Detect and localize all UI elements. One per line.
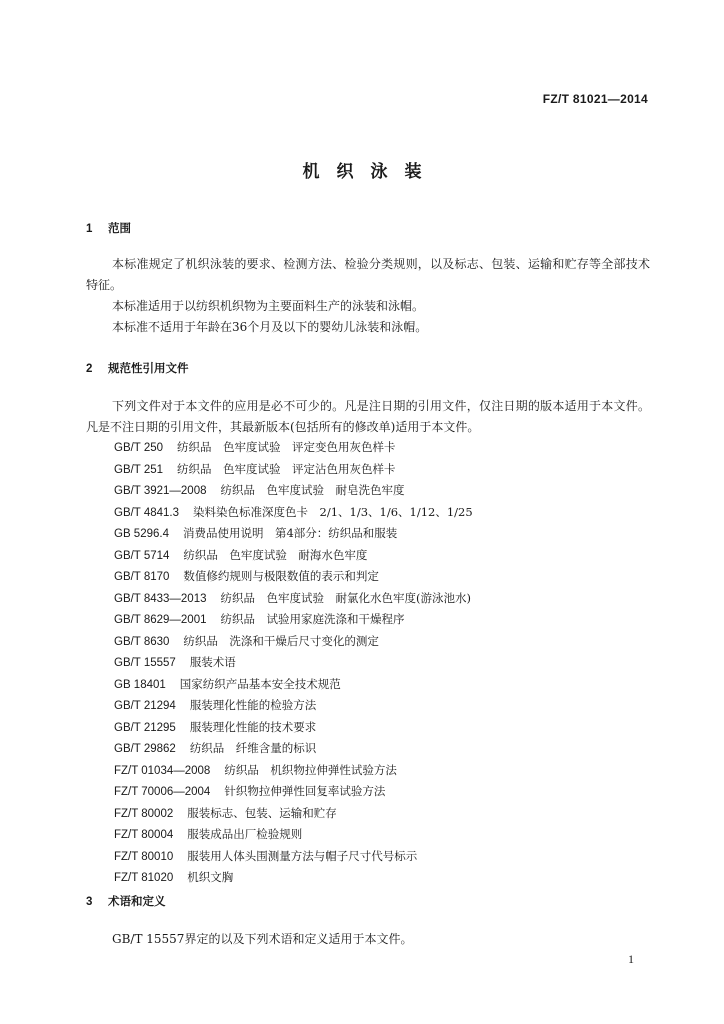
reference-item — [114, 760, 473, 782]
reference-title: 纺织品 色牢度试验 评定变色用灰色样卡 — [177, 440, 396, 454]
section-2-heading — [86, 360, 189, 376]
section-number: 2 — [86, 363, 93, 375]
section-title: 范围 — [108, 221, 131, 235]
section-title: 术语和定义 — [108, 894, 166, 908]
section-3-heading — [86, 893, 166, 909]
reference-title: 纺织品 色牢度试验 耐海水色牢度 — [183, 547, 368, 562]
section-1-paragraph-2: 本标准适用于以纺织机织物为主要面料生产的泳装和泳帽。 — [112, 299, 425, 313]
reference-title: 纺织品 色牢度试验 评定沾色用灰色样卡 — [177, 461, 396, 476]
reference-title: 纺织品 色牢度试验 耐氯化水色牢度(游泳池水) — [220, 590, 471, 605]
reference-code: GB/T 5714 — [114, 549, 170, 562]
reference-item — [114, 631, 473, 653]
reference-item — [114, 846, 473, 868]
section-number: 1 — [86, 223, 93, 235]
reference-code: FZ/T 01034—2008 — [114, 764, 211, 777]
reference-code: GB/T 251 — [114, 463, 164, 476]
reference-code: GB/T 3921—2008 — [114, 485, 207, 497]
reference-title: 消费品使用说明 第4部分：纺织品和服装 — [182, 526, 398, 540]
normative-references-list — [114, 437, 473, 889]
reference-title: 服装理化性能的检验方法 — [189, 698, 317, 712]
reference-code: GB/T 29862 — [114, 743, 176, 755]
reference-code: GB 18401 — [114, 678, 166, 691]
reference-item — [114, 652, 473, 674]
reference-item — [114, 867, 473, 889]
reference-code: FZ/T 80004 — [114, 829, 174, 841]
reference-item — [114, 824, 473, 846]
reference-item — [114, 781, 473, 803]
reference-title: 纺织品 色牢度试验 耐皂洗色牢度 — [220, 483, 405, 497]
reference-item — [114, 695, 473, 717]
reference-item — [114, 566, 473, 588]
section-title: 规范性引用文件 — [108, 361, 189, 375]
reference-title: 纺织品 机织物拉伸弹性试验方法 — [224, 762, 397, 777]
reference-title: 服装术语 — [189, 655, 236, 669]
reference-code: GB/T 4841.3 — [114, 506, 179, 519]
reference-item — [114, 545, 473, 567]
reference-item — [114, 437, 473, 459]
reference-title: 染料染色标准深度色卡 2/1、1/3、1/6、1/12、1/25 — [193, 504, 473, 519]
reference-item — [114, 803, 473, 825]
reference-title: 服装理化性能的技术要求 — [189, 719, 317, 734]
reference-title: 服装标志、包装、运输和贮存 — [187, 805, 337, 820]
reference-code: GB/T 15557 — [114, 657, 176, 669]
section-number: 3 — [86, 896, 93, 908]
section-1-paragraph-3: 本标准不适用于年龄在36个月及以下的婴幼儿泳装和泳帽。 — [112, 320, 428, 334]
reference-code: FZ/T 80010 — [114, 850, 174, 863]
reference-code: GB/T 8170 — [114, 571, 170, 583]
reference-item — [114, 717, 473, 739]
reference-code: GB/T 250 — [114, 442, 164, 454]
reference-code: GB/T 8629—2001 — [114, 614, 207, 626]
reference-item — [114, 738, 473, 760]
reference-item — [114, 674, 473, 696]
reference-item — [114, 459, 473, 481]
reference-title: 机织文胸 — [187, 870, 234, 884]
reference-code: GB/T 8630 — [114, 635, 170, 648]
reference-item — [114, 609, 473, 631]
reference-code: GB/T 8433—2013 — [114, 592, 207, 605]
section-1-paragraph-1: 本标准规定了机织泳装的要求、检测方法、检验分类规则，以及标志、包装、运输和贮存等全部技术特征。 — [86, 257, 650, 292]
reference-title: 国家纺织产品基本安全技术规范 — [179, 676, 341, 691]
reference-title: 服装成品出厂检验规则 — [187, 827, 303, 841]
reference-code: FZ/T 81020 — [114, 872, 174, 884]
reference-item — [114, 523, 473, 545]
standard-code: FZ/T 81021—2014 — [542, 92, 648, 106]
document-title: 机织泳装 — [302, 162, 439, 182]
reference-item — [114, 480, 473, 502]
page-number: 1 — [628, 952, 634, 966]
reference-title: 数值修约规则与极限数值的表示和判定 — [183, 569, 379, 583]
reference-code: GB/T 21294 — [114, 700, 176, 712]
reference-code: FZ/T 70006—2004 — [114, 786, 211, 798]
section-3-intro: GB/T 15557界定的以及下列术语和定义适用于本文件。 — [112, 932, 413, 946]
reference-item — [114, 588, 473, 610]
reference-title: 纺织品 试验用家庭洗涤和干燥程序 — [220, 612, 405, 626]
reference-title: 针织物拉伸弹性回复率试验方法 — [224, 784, 386, 798]
section-2-intro: 下列文件对于本文件的应用是必不可少的。凡是注日期的引用文件，仅注日期的版本适用于本文件。凡是不注日期的引用文件，其最新版本(包括所有的修改单)适用于本文件。 — [86, 399, 650, 434]
reference-code: GB/T 21295 — [114, 721, 176, 734]
reference-code: FZ/T 80002 — [114, 807, 174, 820]
reference-item — [114, 502, 473, 524]
reference-title: 纺织品 洗涤和干燥后尺寸变化的测定 — [183, 633, 379, 648]
reference-code: GB 5296.4 — [114, 528, 169, 540]
reference-title: 纺织品 纤维含量的标识 — [189, 741, 317, 755]
reference-title: 服装用人体头围测量方法与帽子尺寸代号标示 — [187, 848, 418, 863]
section-1-heading — [86, 220, 131, 236]
